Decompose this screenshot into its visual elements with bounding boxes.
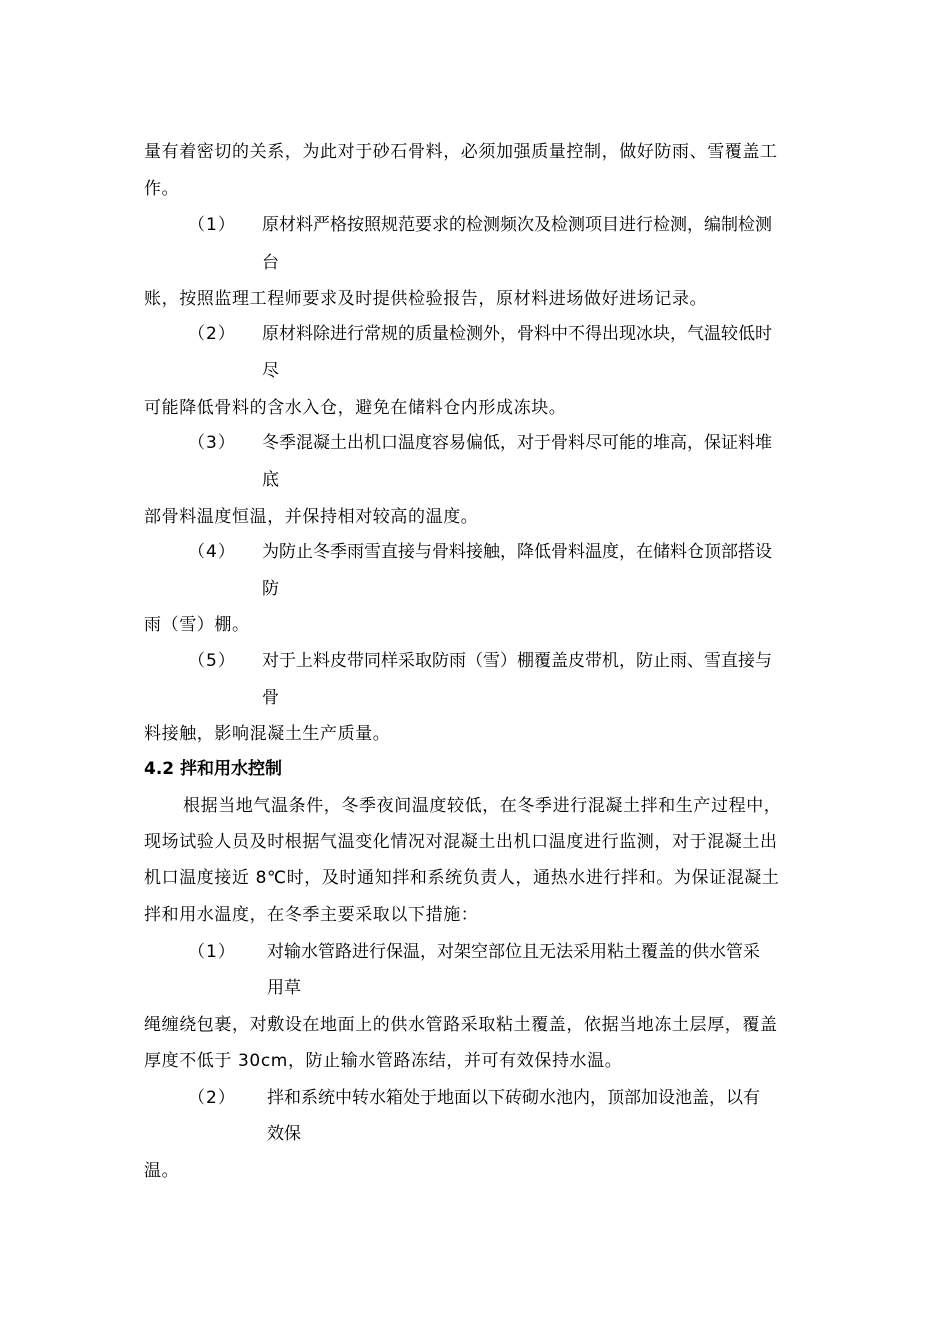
list-item-wrap: 台 bbox=[262, 253, 279, 273]
list-item-wrap: 骨 bbox=[262, 688, 279, 708]
list-item-number: （4） bbox=[188, 542, 236, 562]
list-item-wrap: 尽 bbox=[262, 361, 279, 381]
list-item-text: 对于上料皮带同样采取防雨（雪）棚覆盖皮带机，防止雨、雪直接与 bbox=[262, 651, 772, 671]
list-item-continuation: 雨（雪）棚。 bbox=[144, 615, 250, 635]
list-item-number: （2） bbox=[188, 324, 236, 344]
list-item-continuation: 厚度不低于 30cm，防止输水管路冻结，并可有效保持水温。 bbox=[144, 1051, 623, 1071]
list-item-wrap: 效保 bbox=[267, 1124, 301, 1144]
list-item-text: 对输水管路进行保温，对架空部位且无法采用粘土覆盖的供水管采 bbox=[267, 942, 760, 962]
paragraph-line: 量有着密切的关系，为此对于砂石骨料，必须加强质量控制，做好防雨、雪覆盖工 bbox=[144, 142, 778, 162]
list-item-continuation: 账，按照监理工程师要求及时提供检验报告，原材料进场做好进场记录。 bbox=[144, 289, 708, 309]
list-item-text: 冬季混凝土出机口温度容易偏低，对于骨料尽可能的堆高，保证料堆 bbox=[262, 433, 772, 453]
list-item-wrap: 防 bbox=[262, 579, 279, 599]
list-item-continuation: 温。 bbox=[144, 1161, 180, 1181]
list-item-text: 原材料严格按照规范要求的检测频次及检测项目进行检测，编制检测 bbox=[262, 215, 772, 235]
list-item-text: 原材料除进行常规的质量检测外，骨料中不得出现冰块，气温较低时 bbox=[262, 324, 772, 344]
list-item-wrap: 底 bbox=[262, 470, 279, 490]
list-item-continuation: 部骨料温度恒温，并保持相对较高的温度。 bbox=[144, 507, 479, 527]
paragraph-line: 拌和用水温度，在冬季主要采取以下措施： bbox=[144, 905, 479, 925]
paragraph-line: 机口温度接近 8℃时，及时通知拌和系统负责人，通热水进行拌和。为保证混凝土 bbox=[144, 868, 780, 888]
list-item-number: （1） bbox=[188, 942, 236, 962]
list-item-wrap: 用草 bbox=[267, 978, 301, 998]
paragraph-line: 现场试验人员及时根据气温变化情况对混凝土出机口温度进行监测，对于混凝土出 bbox=[144, 832, 778, 852]
list-item-text: 拌和系统中转水箱处于地面以下砖砌水池内，顶部加设池盖，以有 bbox=[267, 1088, 760, 1108]
list-item-continuation: 料接触，影响混凝土生产质量。 bbox=[144, 724, 391, 744]
list-item-continuation: 可能降低骨料的含水入仓，避免在储料仓内形成冻块。 bbox=[144, 398, 567, 418]
section-heading: 4.2 拌和用水控制 bbox=[144, 759, 283, 779]
paragraph-line: 作。 bbox=[144, 179, 180, 199]
list-item-number: （3） bbox=[188, 433, 236, 453]
list-item-number: （1） bbox=[188, 215, 236, 235]
list-item-number: （2） bbox=[188, 1088, 236, 1108]
list-item-continuation: 绳缠绕包裹，对敷设在地面上的供水管路采取粘土覆盖，依据当地冻土层厚，覆盖 bbox=[144, 1015, 778, 1035]
list-item-number: （5） bbox=[188, 651, 236, 671]
list-item-text: 为防止冬季雨雪直接与骨料接触，降低骨料温度，在储料仓顶部搭设 bbox=[262, 542, 772, 562]
paragraph-line: 根据当地气温条件，冬季夜间温度较低，在冬季进行混凝土拌和生产过程中， bbox=[183, 796, 782, 816]
